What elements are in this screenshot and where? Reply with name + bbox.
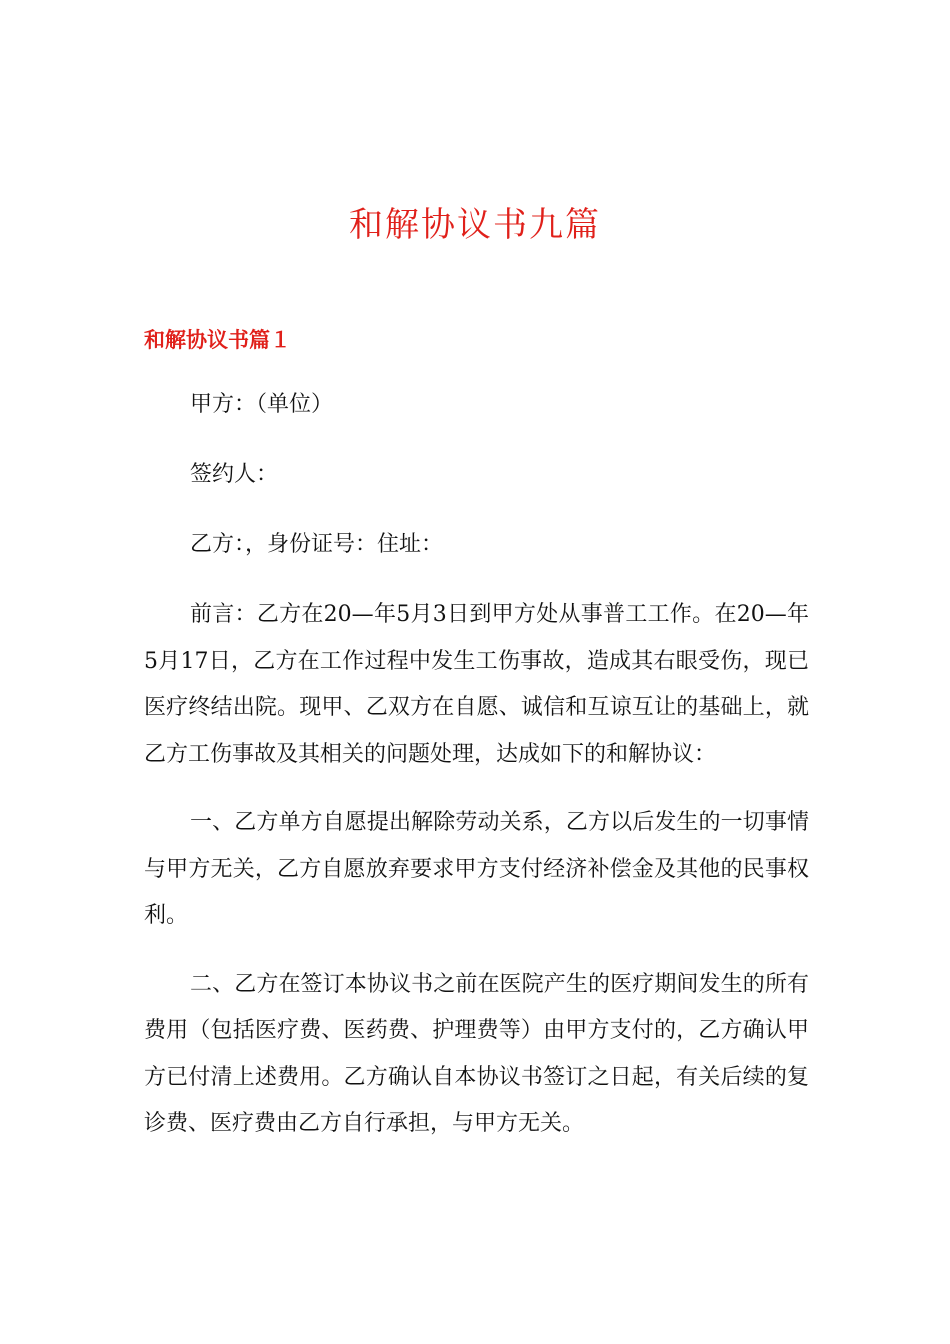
clause-two-paragraph: 二、乙方在签订本协议书之前在医院产生的医疗期间发生的所有费用（包括医疗费、医药费、护理费等）由甲方支付的，乙方确认甲方已付清上述费用。乙方确认自本协议书签订之日起，有关后续的复诊费、医疗费由乙方自行承担，与甲方无关。: [144, 971, 809, 1136]
section-heading: 和解协议书篇１: [144, 328, 291, 352]
document-body: [144, 382, 809, 1170]
party-b-line: 乙方：，身份证号：住址：: [190, 532, 444, 557]
document-title: 和解协议书九篇: [349, 205, 601, 245]
party-a-line: 甲方：（单位）: [190, 392, 334, 417]
preface-paragraph: 前言：乙方在20—年5月3日到甲方处从事普工工作。在20—年5月17日，乙方在工作过程中发生工伤事故，造成其右眼受伤，现已医疗终结出院。现甲、乙双方在自愿、诚信和互谅互让的基础上，就乙方工伤事故及其相关的问题处理，达成如下的和解协议：: [144, 602, 809, 767]
clause-one-paragraph: 一、乙方单方自愿提出解除劳动关系，乙方以后发生的一切事情与甲方无关，乙方自愿放弃要求甲方支付经济补偿金及其他的民事权利。: [144, 810, 809, 928]
signatory-line: 签约人：: [190, 462, 279, 487]
